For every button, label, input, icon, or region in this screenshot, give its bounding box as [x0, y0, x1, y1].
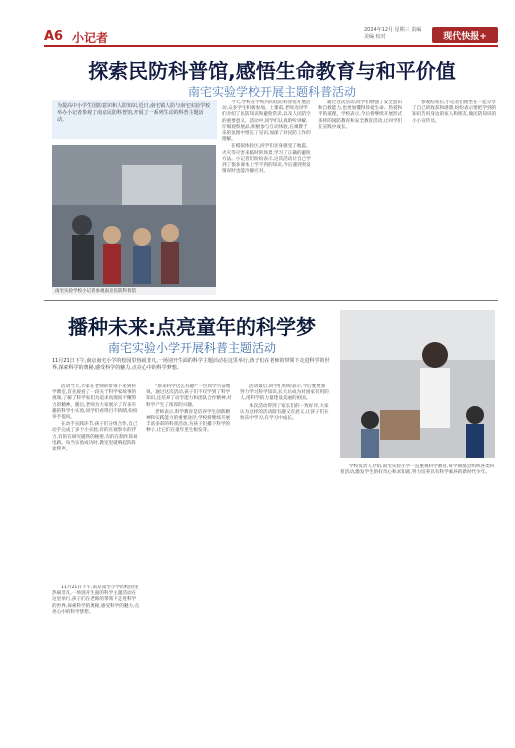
- paragraph: 通过这次活动,同学们增强了安全意识和自救能力,也更加懂得珍爱生命、热爱和平的道理。学校表示,今后将继续开展形式多样的国防教育和安全教育活动,让同学们在实践中成长。: [318, 100, 403, 130]
- article2-lead: 11月21日下午,南京南宅小学的校园里热闹非凡,一场别开生面的科学主题活动在这里举行,孩子们在老师的带领下走进科学的世界,探索科学的奥秘,感受科学的魅力,点亮心中的科学梦想。: [52, 358, 330, 371]
- article-divider: [44, 300, 498, 301]
- issue-date: 2024年12月 星期三 责编 美编 校对: [364, 27, 422, 40]
- article1-subtitle: 南宅实验学校开展主题科普活动: [187, 85, 356, 99]
- section-title: 小记者: [72, 31, 109, 45]
- paragraph: 参观结束后,小记者们围坐在一起分享了自己的收获和感想,纷纷表示要把学到的知识告诉身边的家人和朋友,做民防知识的小小宣传员。: [412, 100, 497, 124]
- article2-extra-text: [52, 585, 140, 735]
- article1-photo: [52, 145, 216, 295]
- paragraph: 本次活动得到了家长们的一致好评,大家认为这样的活动既有趣又有意义,让孩子们在快乐中学习,在学习中成长。: [240, 403, 329, 422]
- article2-column-4: [340, 464, 495, 740]
- photo-caption: 南宅实验学校小记者参观南京民防科普馆: [52, 287, 216, 295]
- paragraph: 学校负责人介绍,南宅实验小学一直重视科学教育,每学期都会组织各类科普活动,激发学生的好奇心和求知欲,努力培养具有科学素养的新时代少年。: [340, 464, 495, 476]
- paragraph: 活动当天,大家在老师的带领下来到科学教室,首先观看了一段关于科学家故事的视频,了解了科学家们为追求真理而不懈努力的精神。随后,老师为大家展示了许多有趣的科学小实验,同学们看得目不转睛,纷纷举手提问。: [52, 384, 138, 421]
- paragraph: 11月21日下午,南京南宅小学的校园里热闹非凡,一场别开生面的科学主题活动在这里举行,孩子们在老师的带领下走进科学的世界,探索科学的奥秘,感受科学的魅力,点亮心中的科学梦想。: [52, 585, 140, 615]
- article2-column-3: [240, 384, 330, 740]
- paragraph: 老师表示,科学教育是培养学生创新精神和实践能力的重要途径,学校将继续开展丰富多彩的科普活动,为孩子们播下科学的种子,让它们在童年里生根发芽。: [146, 409, 231, 434]
- article1-column-2: [318, 100, 406, 295]
- header-rule: [44, 45, 498, 47]
- paragraph: 今天,学校在学校内的民防科普馆开展活动,众多学生积极参加。上课前,老师为同学们介绍了民防知识和避险常识,以及人民防空的重要意义。活动中,同学们认真聆听讲解,仔细观察展品,积极参与互动体验,在寓教于乐的氛围中增长了见识,加深了对民防工作的理解。: [222, 100, 311, 143]
- article2-column-2: [146, 384, 234, 740]
- article2-subtitle: 南宅实验小学开展科普主题活动: [107, 341, 276, 355]
- article1-column-1: [222, 100, 312, 295]
- museum-visit-image: [52, 145, 216, 295]
- article2-title: 播种未来:点亮童年的科学梦: [68, 315, 316, 339]
- paragraph: 在动手实践环节,孩子们分组合作,自己动手完成了多个小实验,有的在观察水的浮力,有的在研究磁铁的秘密,有的在制作简易电路。每当实验成功时,教室里就响起阵阵欢呼声。: [52, 422, 138, 453]
- paragraph: 活动最后,同学们纷纷表示,今后要更加努力学习科学知识,长大后成为对国家有用的人,用科学的力量建设美丽的祖国。: [240, 384, 329, 402]
- article1-title: 探索民防科普馆,感悟生命教育与和平价值: [88, 59, 456, 83]
- article2-photo: [340, 310, 495, 458]
- science-class-image: [340, 310, 495, 458]
- article2-column-1: [52, 384, 140, 580]
- page-header: [0, 0, 515, 48]
- article2-small-photo: [52, 585, 140, 735]
- page-number: A6: [44, 29, 64, 44]
- paragraph: “原来科学这么有趣!”一位同学兴奋地说。通过这次活动,孩子们不仅学到了科学知识,还培养了动手能力和团队合作精神,对科学产生了浓厚的兴趣。: [146, 384, 232, 408]
- brand-logo: 现代快报+: [432, 27, 498, 43]
- article1-lead: 为提高中小学生国防意识和人防知识,近日,南宅镇人防与南宅实验学校举办小记者参观了南京民防科普馆,开展了一系列生动的科普主题活动。: [52, 100, 217, 139]
- article1-column-3: [412, 100, 498, 295]
- paragraph: 在模拟体验区,同学们亲身感受了地震、火灾等灾害来临时的场景,学习了正确的避险方法。小记者们纷纷表示,这次活动让自己学到了很多课本上学不到的知识,今后遇到突发情况时也能冷静应对。: [222, 144, 311, 175]
